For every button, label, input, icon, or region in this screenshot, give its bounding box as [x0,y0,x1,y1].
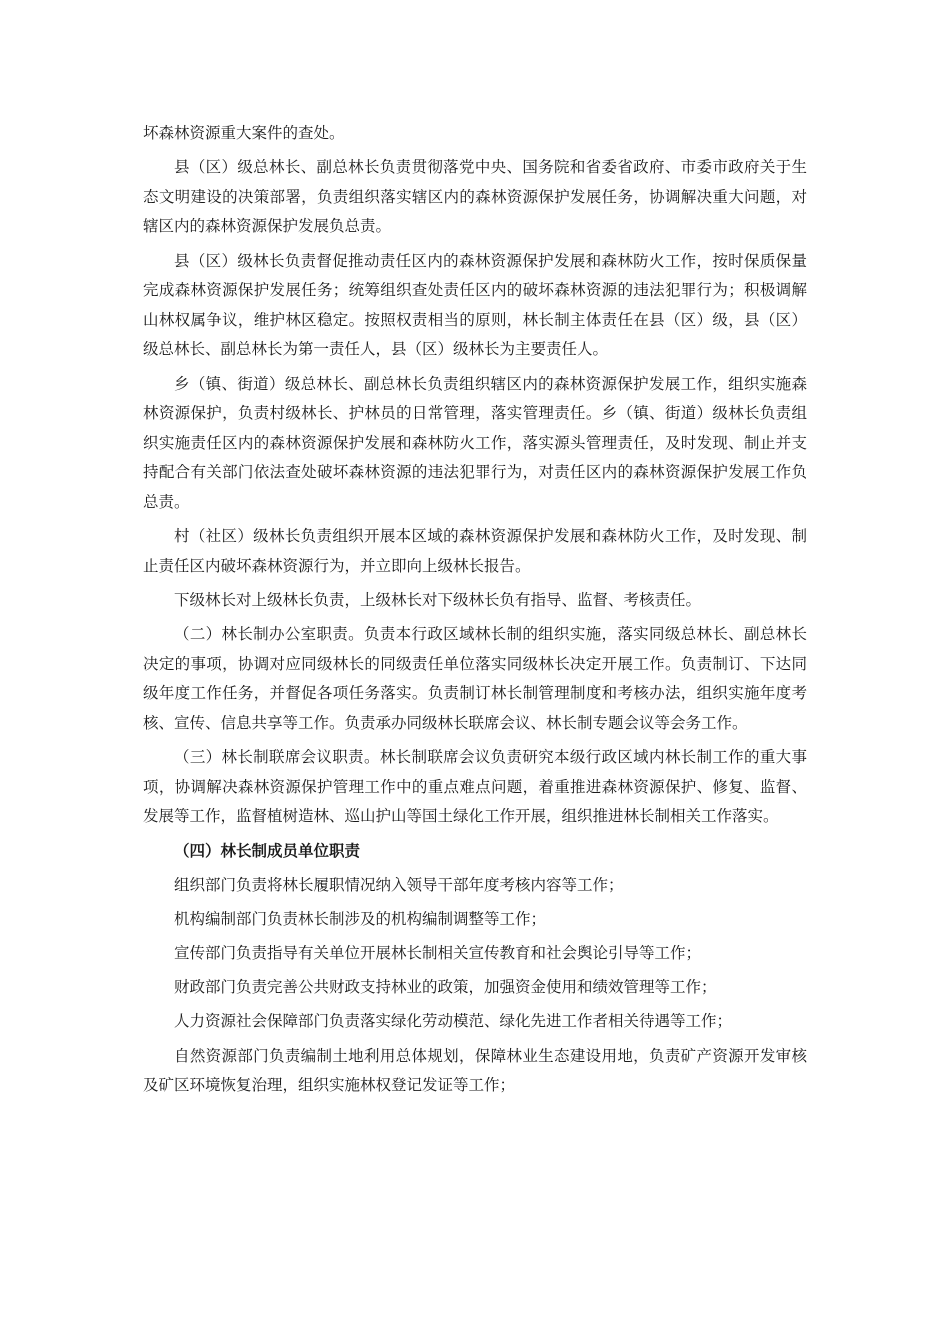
section-heading-member-units: （四）林长制成员单位职责 [174,841,361,861]
document-page [143,119,807,1105]
paragraph-joint-meeting: （三）林长制联席会议职责。林长制联席会议负责研究本级行政区域内林长制工作的重大事项，协调解决森林资源保护管理工作中的重点难点问题，着重推进森林资源保护、修复、监督、发展等工作，监督植树造林、巡山护山等国土绿化工作开展，组织推进林长制相关工作落实。 [143,748,807,826]
paragraph-county-chief: 县（区）级总林长、副总林长负责贯彻落党中央、国务院和省委省政府、市委市政府关于生态文明建设的决策部署，负责组织落实辖区内的森林资源保护发展任务，协调解决重大问题，对辖区内的森林资源保护发展负总责。 [143,158,807,236]
paragraph-hierarchy: 下级林长对上级林长负责，上级林长对下级林长负有指导、监督、考核责任。 [174,590,702,609]
paragraph-staffing-dept: 机构编制部门负责林长制涉及的机构编制调整等工作； [174,909,547,928]
paragraph-village-chief: 村（社区）级林长负责组织开展本区域的森林资源保护发展和森林防火工作，及时发现、制止责任区内破坏森林资源行为，并立即向上级林长报告。 [143,527,807,575]
paragraph-county-forest-chief: 县（区）级林长负责督促推动责任区内的森林资源保护发展和森林防火工作，按时保质保量完成森林资源保护发展任务；统筹组织查处责任区内的破坏森林资源的违法犯罪行为；积极调解山林权属争议，维护林区稳定。按照权责相当的原则，林长制主体责任在县（区）级，县（区）级总林长、副总林长为第一责任人，县（区）级林长为主要责任人。 [143,251,807,359]
paragraph-township-chief: 乡（镇、街道）级总林长、副总林长负责组织辖区内的森林资源保护发展工作，组织实施森林资源保护，负责村级林长、护林员的日常管理，落实管理责任。乡（镇、街道）级林长负责组织实施责任区内的森林资源保护发展和森林防火工作，落实源头管理责任，及时发现、制止并支持配合有关部门依法查处破坏森林资源的违法犯罪行为，对责任区内的森林资源保护发展工作负总责。 [143,374,807,511]
paragraph-natural-resources-dept: 自然资源部门负责编制土地利用总体规划，保障林业生态建设用地，负责矿产资源开发审核及矿区环境恢复治理，组织实施林权登记发证等工作； [143,1046,807,1095]
paragraph-hr-dept: 人力资源社会保障部门负责落实绿化劳动模范、绿化先进工作者相关待遇等工作； [174,1012,733,1031]
paragraph-publicity-dept: 宣传部门负责指导有关单位开展林长制相关宣传教育和社会舆论引导等工作； [174,943,702,962]
paragraph-organization-dept: 组织部门负责将林长履职情况纳入领导干部年度考核内容等工作； [174,875,624,894]
paragraph-finance-dept: 财政部门负责完善公共财政支持林业的政策，加强资金使用和绩效管理等工作； [174,978,717,997]
paragraph-office-duties: （二）林长制办公室职责。负责本行政区域林长制的组织实施，落实同级总林长、副总林长决定的事项，协调对应同级林长的同级责任单位落实同级林长决定开展工作。负责制订、下达同级年度工作任务，并督促各项任务落实。负责制订林长制管理制度和考核办法，组织实施年度考核、宣传、信息共享等工作。负责承办同级林长联席会议、林长制专题会议等会务工作。 [143,625,807,732]
paragraph-continuation: 坏森林资源重大案件的查处。 [143,124,345,142]
